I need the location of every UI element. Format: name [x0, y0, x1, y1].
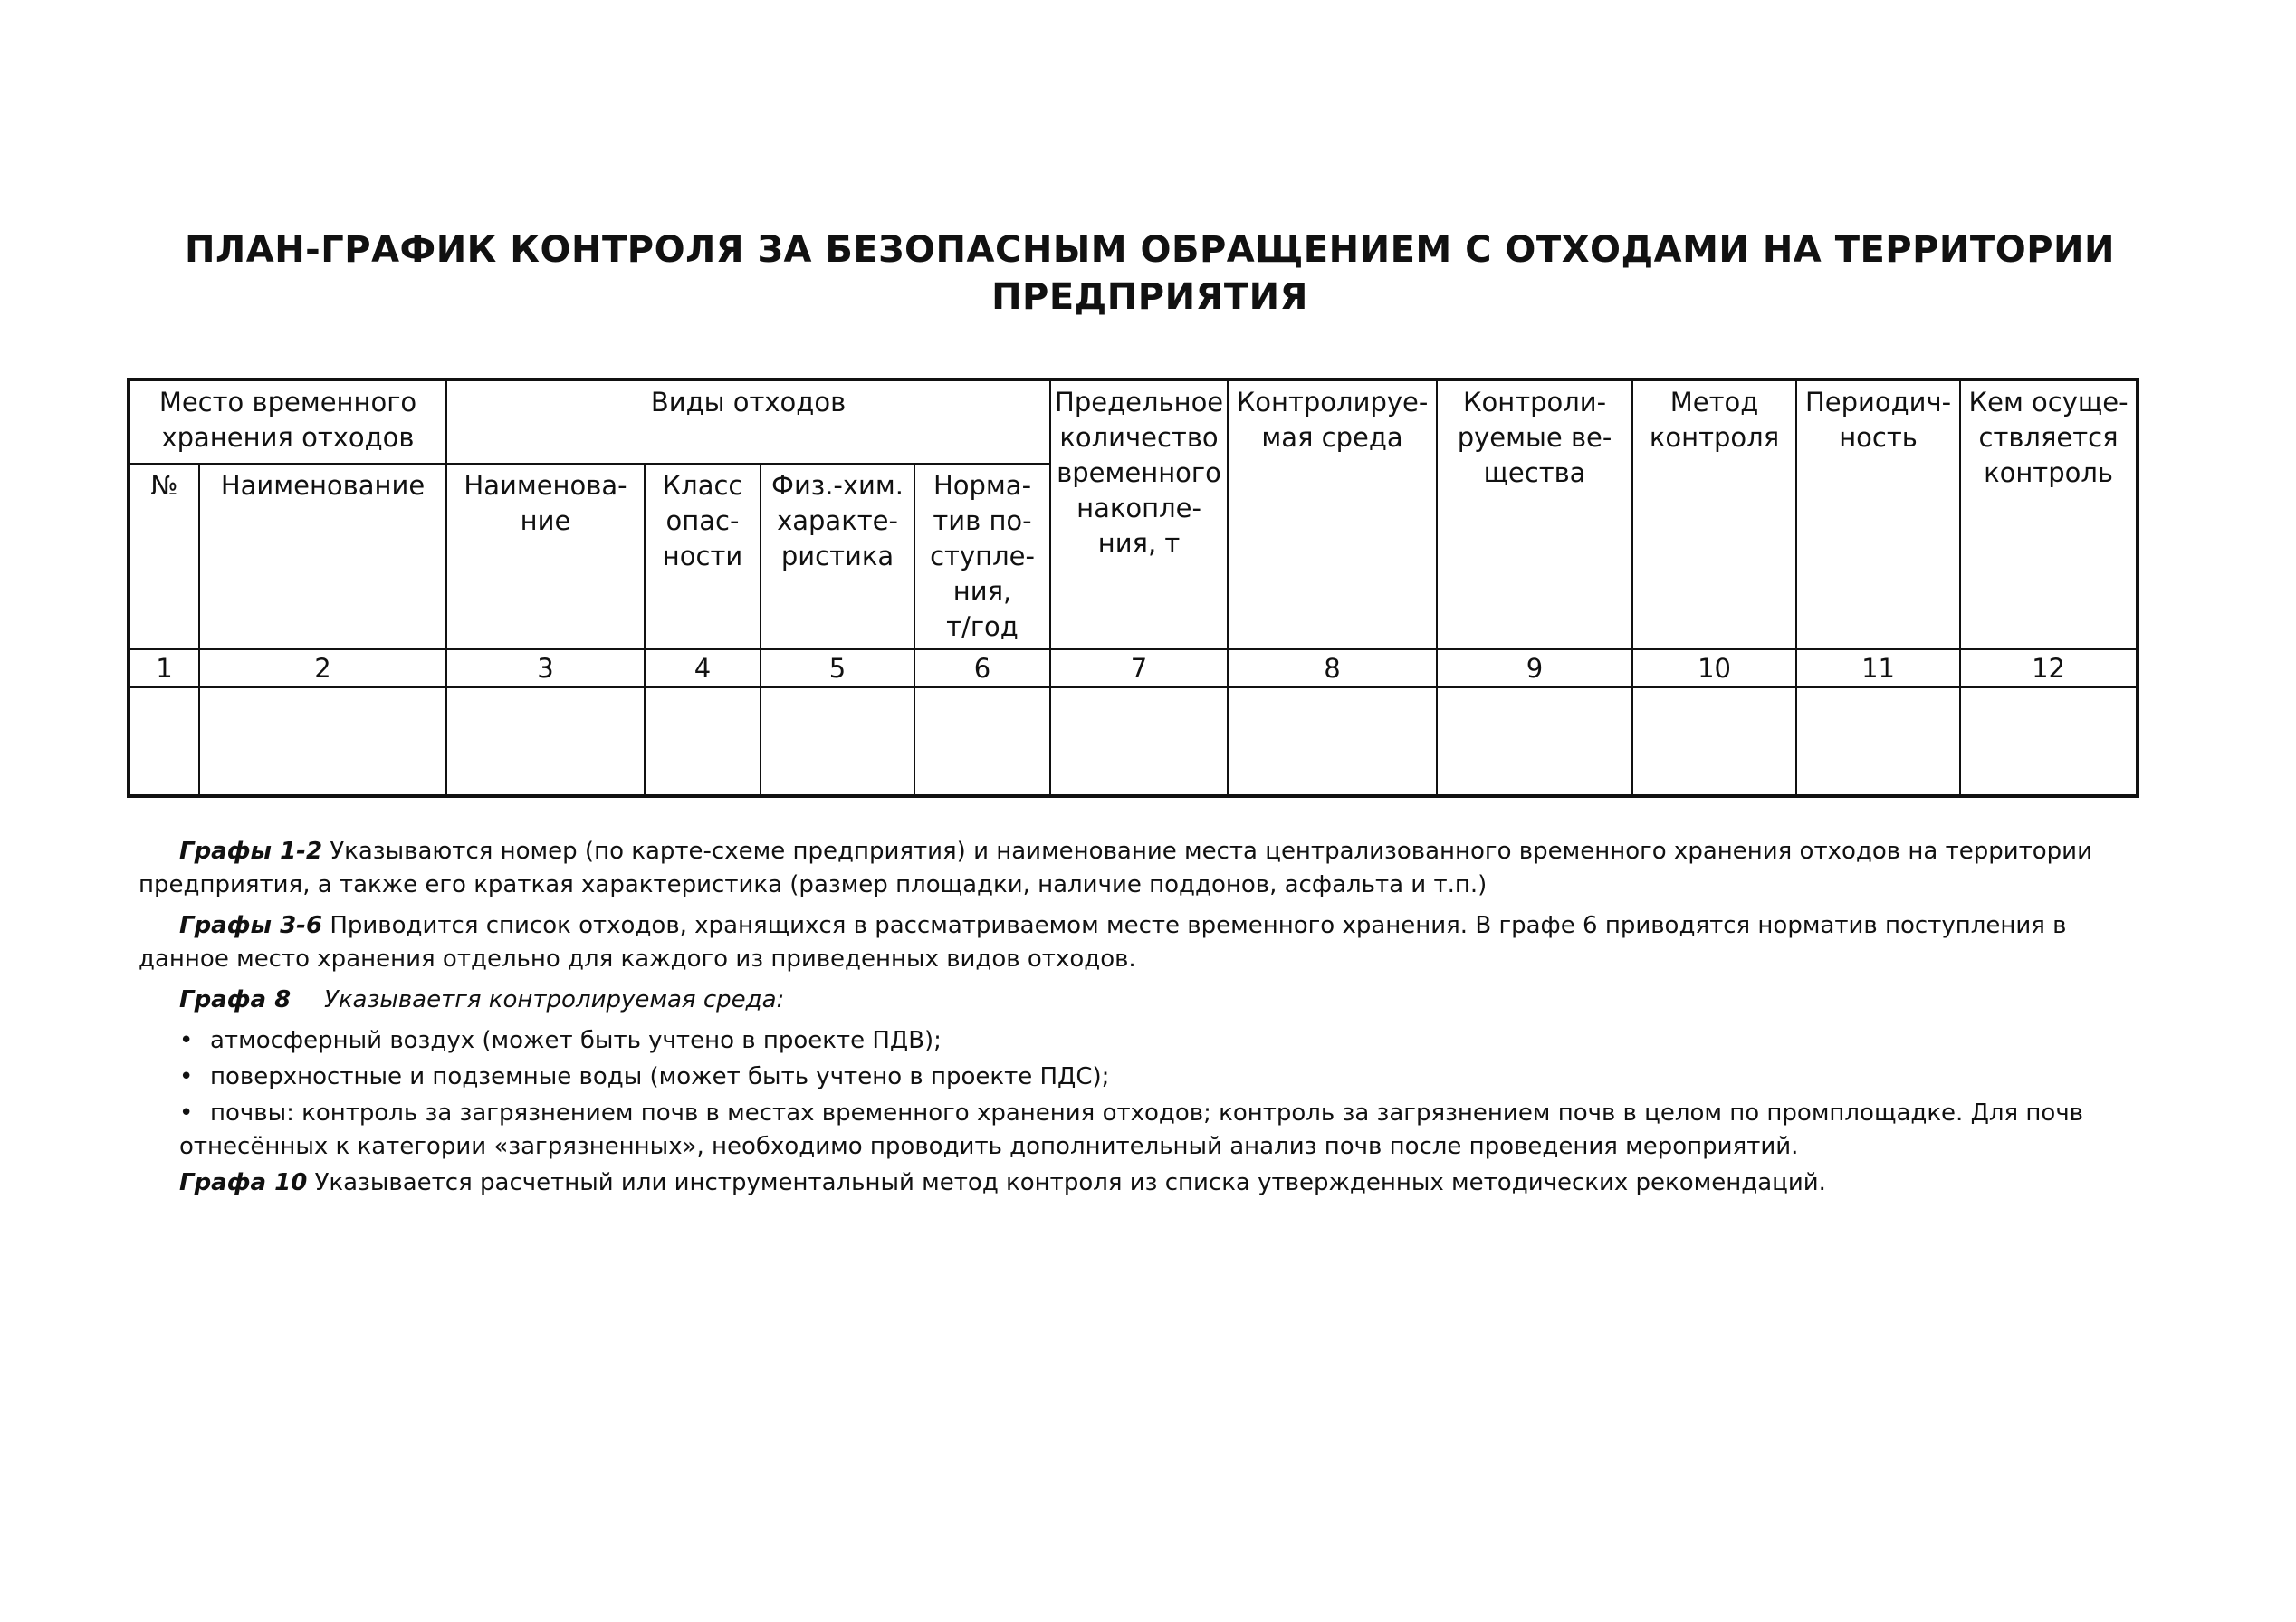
header-number: № [129, 464, 199, 649]
note-text: Приводится список отходов, хранящихся в рассматриваемом месте временного хранения. В графе 6 приводятся норматив поступления в данное место хранения отдельно для каждого из приведенных видов отходов. [139, 912, 2067, 973]
column-number: 1 [129, 649, 199, 687]
empty-data-row [129, 687, 2138, 796]
empty-cell [1960, 687, 2138, 796]
list-item-text: поверхностные и подземные воды (может быть учтено в проекте ПДС); [210, 1063, 1110, 1090]
column-number: 7 [1050, 649, 1228, 687]
column-number: 4 [645, 649, 761, 687]
title-line-2: ПРЕДПРИЯТИЯ [991, 276, 1308, 318]
bullet-icon: • [179, 1027, 194, 1054]
empty-cell [1437, 687, 1632, 796]
note-text: Указываетгя контролируемая среда: [324, 986, 785, 1013]
empty-cell [446, 687, 645, 796]
column-number: 8 [1228, 649, 1437, 687]
list-item [139, 1061, 2139, 1094]
note-column-8 [139, 984, 2139, 1017]
note-columns-1-2 [139, 835, 2139, 902]
note-text: Указываются номер (по карте-схеме предприятия) и наименование места централизованного временного хранения отходов на территории предприятия, а также его краткая характеристика (размер площадки, наличие поддонов, асфальта и т.п.) [139, 838, 2092, 898]
note-label: Графа 8 [179, 986, 292, 1013]
note-column-10 [139, 1166, 2139, 1200]
empty-cell [199, 687, 446, 796]
column-number: 5 [761, 649, 914, 687]
list-item [139, 1024, 2139, 1058]
header-storage-place: Место временного хранения отходов [129, 379, 446, 464]
header-intake-norm: Норма- тив по- ступле- ния, т/год [914, 464, 1050, 649]
header-phys-chem: Физ.-хим. характе- ристика [761, 464, 914, 649]
header-storage-name: Наименование [199, 464, 446, 649]
column-number: 2 [199, 649, 446, 687]
header-control-method: Метод контроля [1632, 379, 1796, 649]
column-number: 6 [914, 649, 1050, 687]
plan-schedule-table [127, 378, 2139, 798]
column-number: 12 [1960, 649, 2138, 687]
column-numbers-row [129, 649, 2138, 687]
note-text: Указывается расчетный или инструментальный метод контроля из списка утвержденных методических рекомендаций. [307, 1169, 1826, 1196]
empty-cell [1632, 687, 1796, 796]
note-label: Графы 1-2 [179, 838, 323, 865]
list-item-text: атмосферный воздух (может быть учтено в проекте ПДВ); [210, 1027, 942, 1054]
header-limit-quantity: Предельное количество временного накопле- ния, т [1050, 379, 1228, 649]
empty-cell [129, 687, 199, 796]
list-item [139, 1097, 2139, 1164]
header-hazard-class: Класс опас- ности [645, 464, 761, 649]
header-periodicity: Периодич- ность [1796, 379, 1960, 649]
header-responsible: Кем осуще- ствляется контроль [1960, 379, 2138, 649]
header-controlled-medium: Контролируе- мая среда [1228, 379, 1437, 649]
note-label: Графы 3-6 [179, 912, 323, 939]
header-waste-types: Виды отходов [446, 379, 1050, 464]
column-number: 3 [446, 649, 645, 687]
header-waste-name: Наименова- ние [446, 464, 645, 649]
title-line-1: ПЛАН-ГРАФИК КОНТРОЛЯ ЗА БЕЗОПАСНЫМ ОБРАЩЕНИЕМ С ОТХОДАМИ НА ТЕРРИТОРИИ [185, 229, 2115, 271]
note-columns-3-6 [139, 909, 2139, 976]
bullet-icon: • [179, 1099, 194, 1127]
column-number: 11 [1796, 649, 1960, 687]
bullet-icon: • [179, 1063, 194, 1090]
note-label: Графа 10 [179, 1169, 308, 1196]
header-controlled-substances: Контроли- руемые ве- щества [1437, 379, 1632, 649]
empty-cell [1228, 687, 1437, 796]
empty-cell [914, 687, 1050, 796]
empty-cell [1050, 687, 1228, 796]
column-number: 9 [1437, 649, 1632, 687]
column-number: 10 [1632, 649, 1796, 687]
empty-cell [1796, 687, 1960, 796]
empty-cell [761, 687, 914, 796]
document-title [127, 226, 2173, 321]
list-item-text: почвы: контроль за загрязнением почв в местах временного хранения отходов; контроль за загрязнением почв в целом по промплощадке. Для почв отнесённых к категории «загрязненных», необходимо проводить дополнительный анализ почв после проведения мероприятий. [179, 1099, 2084, 1160]
empty-cell [645, 687, 761, 796]
notes-section [139, 835, 2139, 1207]
